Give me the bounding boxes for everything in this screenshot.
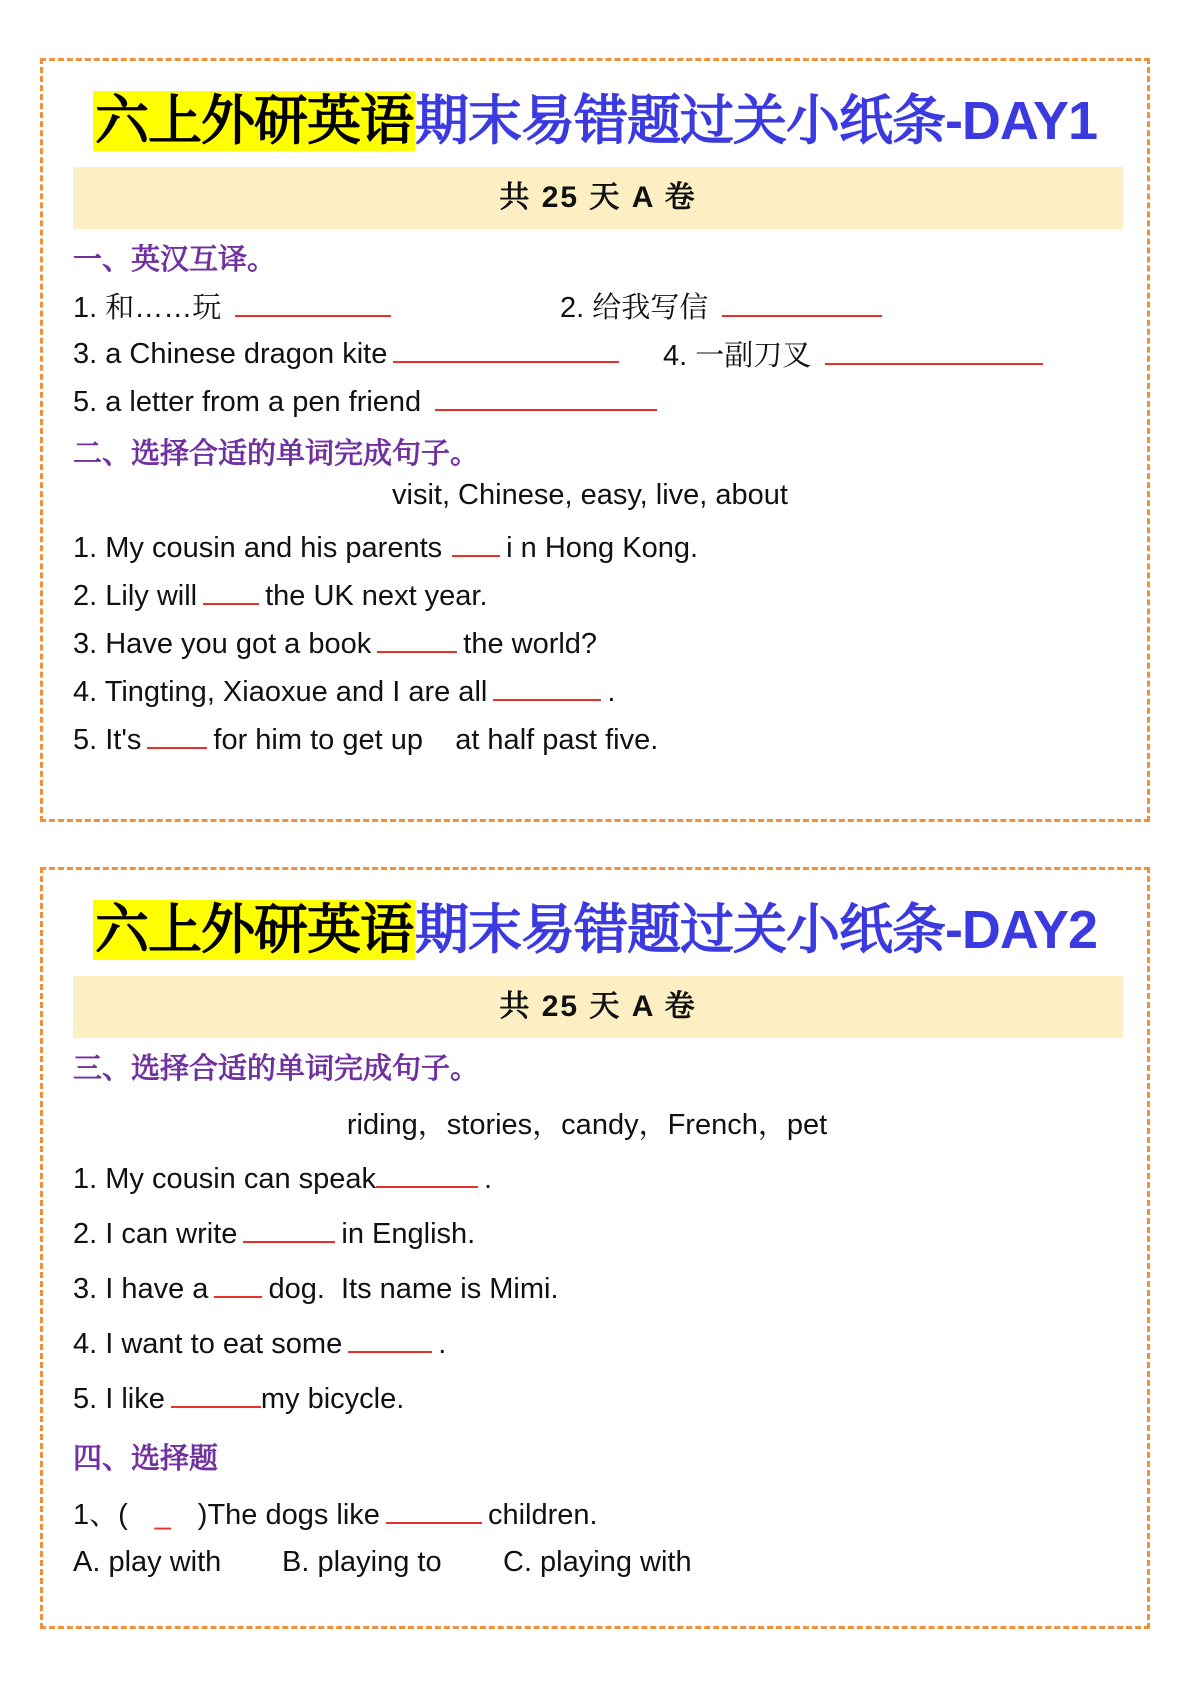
s2-q3-tail: the world? [463,628,598,660]
section3-heading: 三、选择合适的单词完成句子。 [73,1053,480,1085]
s1-q4 [663,333,1049,374]
answer-blank[interactable] [235,287,391,317]
day2-title-highlight: 六上外研英语 [94,900,413,960]
answer-blank[interactable] [452,527,500,557]
s2-q5 [73,719,658,757]
mc-q1-answer-slot[interactable]: _ [154,1499,171,1531]
mc-q1-option-a: A. play with [73,1546,222,1578]
s1-q5-text: 5. a letter from a pen friend [73,386,422,418]
answer-blank[interactable] [386,1494,482,1524]
section2-heading: 二、选择合适的单词完成句子。 [73,438,480,470]
s3-q5-tail: my bicycle. [260,1383,405,1415]
s2-q1-tail: i n Hong Kong. [506,532,699,564]
s3-q1-text: 1. My cousin can speak [73,1163,377,1195]
day1-band: 共 25 天 A 卷 [73,167,1123,229]
day2-title [43,884,1147,976]
answer-blank[interactable] [377,623,457,653]
answer-blank[interactable] [393,333,619,363]
answer-blank[interactable] [435,381,657,411]
s2-q5-text: 5. It's [73,724,142,756]
day1-title-rest: 期末易错题过关小纸条-DAY1 [414,91,1098,151]
answer-blank[interactable] [147,719,207,749]
mc-q1-option-b: B. playing to [282,1546,442,1578]
s2-q1 [73,527,698,565]
answer-blank[interactable] [243,1213,335,1243]
s1-q3-text: 3. a Chinese dragon kite [73,338,388,370]
s3-q5 [73,1378,404,1416]
s1-q3 [73,333,625,371]
s2-q2-text: 2. Lily will [73,580,198,612]
s3-q2-tail: in English. [341,1218,476,1250]
s1-q2 [560,285,888,326]
s2-q3 [73,623,597,661]
answer-blank[interactable] [722,287,882,317]
day1-title [43,75,1147,167]
s2-q4-tail: . [607,676,616,708]
s3-q2-text: 2. I can write [73,1218,238,1250]
section1-heading: 一、英汉互译。 [73,244,277,276]
s2-q1-text: 1. My cousin and his parents [73,532,443,564]
s3-q2 [73,1213,475,1251]
answer-blank[interactable] [493,671,601,701]
s3-q4 [73,1323,446,1361]
mc-q1 [73,1492,598,1533]
s1-q2-text: 2. 给我写信 [560,292,709,324]
answer-blank[interactable] [348,1323,432,1353]
s3-q4-tail: . [438,1328,447,1360]
s2-q4-text: 4. Tingting, Xiaoxue and I are all [73,676,488,708]
s3-q3-text: 3. I have a [73,1273,209,1305]
word-bank: riding，stories，candy，French，pet [346,1109,828,1141]
s1-q1 [73,285,397,326]
word-bank: visit, Chinese, easy, live, about [392,479,788,511]
s2-q5-tail: for him to get up at half past five. [213,724,659,756]
mc-q1-open: 1、( [73,1499,128,1531]
answer-blank[interactable] [171,1378,261,1408]
day2-band: 共 25 天 A 卷 [73,976,1123,1038]
s3-q3 [73,1268,559,1306]
s2-q3-text: 3. Have you got a book [73,628,372,660]
s1-q1-text: 1. 和……玩 [73,292,222,324]
s2-q2-tail: the UK next year. [265,580,488,612]
answer-blank[interactable] [214,1268,262,1298]
s3-q1 [73,1158,492,1196]
section4-heading: 四、选择题 [73,1443,219,1475]
day1-title-highlight: 六上外研英语 [94,91,413,151]
s3-q4-text: 4. I want to eat some [73,1328,343,1360]
s2-q2 [73,575,488,613]
day2-title-rest: 期末易错题过关小纸条-DAY2 [414,900,1098,960]
answer-blank[interactable] [825,335,1043,365]
s1-q5 [73,381,663,419]
day2-card [40,867,1150,1629]
s3-q1-tail: . [484,1163,493,1195]
s2-q4 [73,671,615,709]
day1-card [40,58,1150,822]
s3-q5-text: 5. I like [73,1383,165,1415]
s3-q3-tail: dog. Its name is Mimi. [268,1273,559,1305]
mc-q1-tail: children. [487,1499,598,1531]
answer-blank[interactable] [203,575,259,605]
mc-q1-option-c: C. playing with [503,1546,692,1578]
s1-q4-text: 4. 一副刀叉 [663,340,812,372]
mc-q1-text: )The dogs like [197,1499,380,1531]
answer-blank[interactable] [376,1158,478,1188]
